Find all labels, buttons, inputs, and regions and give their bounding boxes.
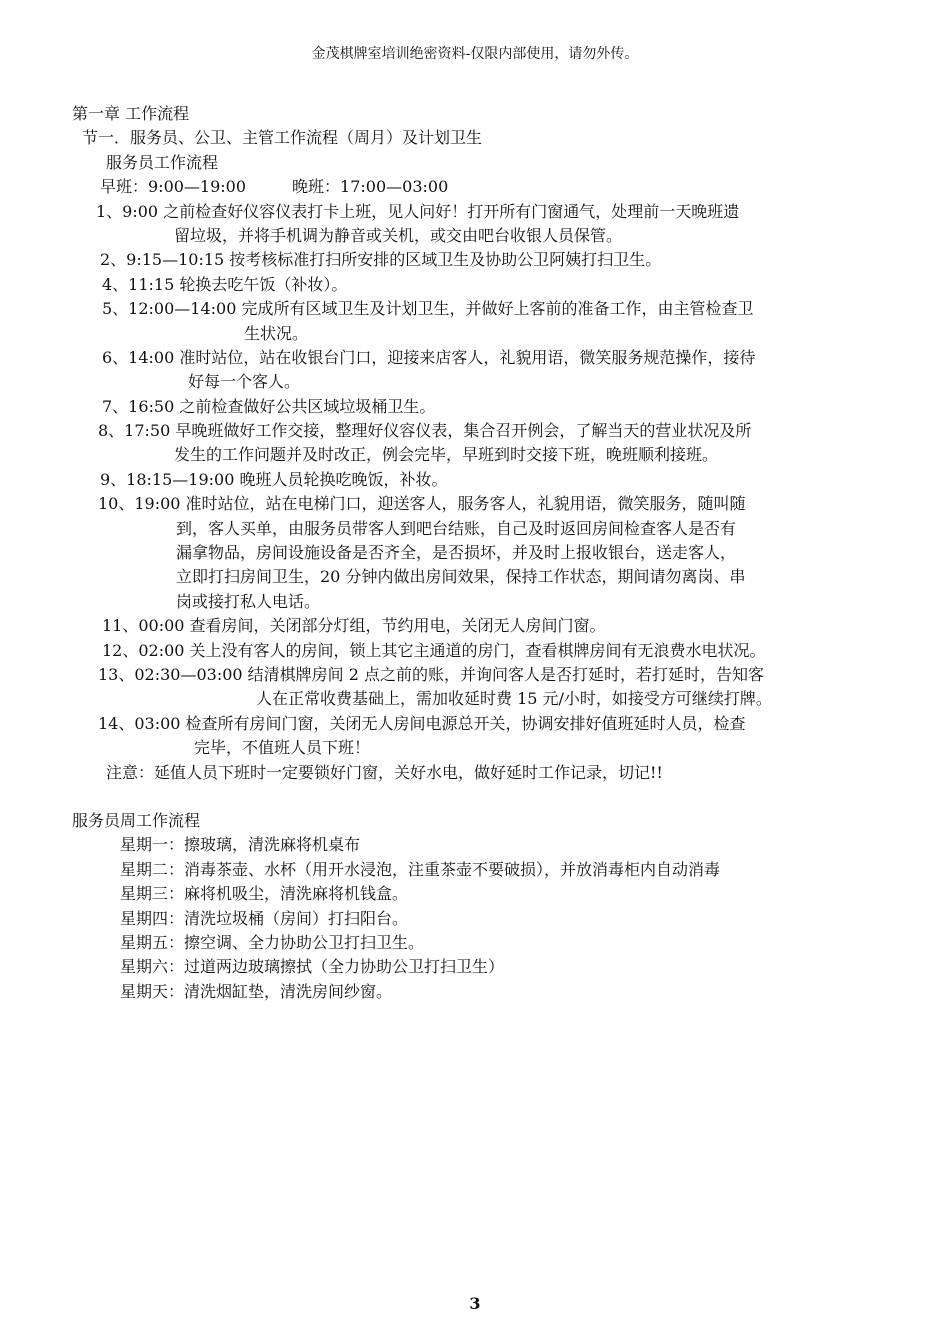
section-title: 节一．服务员、公卫、主管工作流程（周月）及计划卫生 xyxy=(82,128,483,148)
procedure-item-continuation: 留垃圾，并将手机调为静音或关机，或交由吧台收银人员保管。 xyxy=(174,225,623,245)
procedure-item xyxy=(72,492,872,614)
procedure-item xyxy=(72,248,872,272)
procedure-item xyxy=(72,614,872,638)
weekly-item: 星期天：清洗烟缸垫，清洗房间纱窗。 xyxy=(120,981,393,1001)
procedure-item-continuation: 人在正常收费基础上，需加收延时费 15 元/小时，如接受方可继续打牌。 xyxy=(256,689,772,709)
document-body xyxy=(72,102,872,1004)
procedure-item xyxy=(72,712,872,761)
procedure-item-first-line: 6、14:00 准时站位，站在收银台门口，迎接来店客人，礼貌用语，微笑服务规范操作，接待 xyxy=(102,347,756,367)
procedure-item-continuation: 生状况。 xyxy=(244,323,309,343)
procedure-item-first-line: 9、18:15—19:00 晚班人员轮换吃晚饭，补妆。 xyxy=(100,469,448,489)
procedure-item-first-line: 7、16:50 之前检查做好公共区域垃圾桶卫生。 xyxy=(102,396,436,416)
procedure-item-continuation: 漏拿物品，房间设施设备是否齐全，是否损坏，并及时上报收银台，送走客人， xyxy=(176,543,737,563)
procedure-item-continuation: 完毕，不值班人员下班！ xyxy=(194,738,371,758)
weekly-title: 服务员周工作流程 xyxy=(72,810,201,830)
procedure-item-continuation: 岗或接打私人电话。 xyxy=(176,591,321,611)
procedure-item-first-line: 14、03:00 检查所有房间门窗，关闭无人房间电源总开关，协调安排好值班延时人员，检查 xyxy=(98,713,746,733)
weekly-list xyxy=(72,833,872,1004)
procedure-item-first-line: 11、00:00 查看房间，关闭部分灯组，节约用电，关闭无人房间门窗。 xyxy=(102,616,606,636)
procedure-item-first-line: 1、9:00 之前检查好仪容仪表打卡上班，见人问好！打开所有门窗通气，处理前一天晚班遗 xyxy=(96,201,740,221)
procedure-item-first-line: 10、19:00 准时站位，站在电梯门口，迎送客人，服务客人，礼貌用语，微笑服务，随叫随 xyxy=(98,494,746,514)
weekly-item: 星期三：麻将机吸尘，清洗麻将机钱盒。 xyxy=(120,884,409,904)
weekly-item: 星期六：过道两边玻璃擦拭（全力协助公卫打扫卫生） xyxy=(120,957,505,977)
procedure-item-continuation: 发生的工作问题并及时改正，例会完毕，早班到时交接下班，晚班顺利接班。 xyxy=(174,445,719,465)
procedure-item-continuation: 好每一个客人。 xyxy=(188,372,301,392)
weekly-item: 星期五：擦空调、全力协助公卫打扫卫生。 xyxy=(120,932,425,952)
procedure-item xyxy=(72,297,872,346)
procedure-item xyxy=(72,468,872,492)
procedure-item-first-line: 5、12:00—14:00 完成所有区域卫生及计划卫生，并做好上客前的准备工作，由主管检查卫 xyxy=(102,299,754,319)
procedure-item-first-line: 2、9:15—10:15 按考核标准打扫所安排的区域卫生及协助公卫阿姨打扫卫生。 xyxy=(100,250,662,270)
procedure-item-continuation: 到，客人买单，由服务员带客人到吧台结账，自己及时返回房间检查客人是否有 xyxy=(176,518,737,538)
procedure-list xyxy=(72,200,872,761)
procedure-item-continuation: 立即打扫房间卫生，20 分钟内做出房间效果，保持工作状态，期间请勿离岗、串 xyxy=(176,567,746,587)
procedure-item xyxy=(72,273,872,297)
weekly-item: 星期四：清洗垃圾桶（房间）打扫阳台。 xyxy=(120,908,409,928)
note: 注意：延值人员下班时一定要锁好门窗，关好水电，做好延时工作记录，切记!! xyxy=(106,762,663,782)
procedure-item xyxy=(72,395,872,419)
morning-shift: 早班：9:00—19:00 xyxy=(100,177,247,197)
procedure-item xyxy=(72,639,872,663)
procedure-item xyxy=(72,200,872,249)
procedure-item xyxy=(72,419,872,468)
weekly-item: 星期一：擦玻璃，清洗麻将机桌布 xyxy=(120,835,361,855)
procedure-item xyxy=(72,663,872,712)
weekly-item: 星期二：消毒茶壶、水杯（用开水浸泡，注重茶壶不要破损），并放消毒柜内自动消毒 xyxy=(120,859,721,879)
page-header: 金茂棋牌室培训绝密资料-仅限内部使用，请勿外传。 xyxy=(311,46,639,62)
evening-shift: 晚班：17:00—03:00 xyxy=(292,177,449,197)
chapter-title: 第一章 工作流程 xyxy=(72,104,190,123)
procedure-item-first-line: 8、17:50 早晚班做好工作交接，整理好仪容仪表，集合召开例会，了解当天的营业状况及所 xyxy=(98,421,752,441)
procedure-item-first-line: 12、02:00 关上没有客人的房间，锁上其它主通道的房门，查看棋牌房间有无浪费水电状况。 xyxy=(102,640,766,660)
shift-times xyxy=(72,175,872,199)
page-number: 3 xyxy=(469,1294,481,1313)
procedure-item xyxy=(72,346,872,395)
subsection-title: 服务员工作流程 xyxy=(106,152,219,172)
procedure-item-first-line: 4、11:15 轮换去吃午饭（补妆）。 xyxy=(102,274,348,294)
procedure-item-first-line: 13、02:30—03:00 结清棋牌房间 2 点之前的账，并询问客人是否打延时，若打延时，告知客 xyxy=(98,664,765,684)
